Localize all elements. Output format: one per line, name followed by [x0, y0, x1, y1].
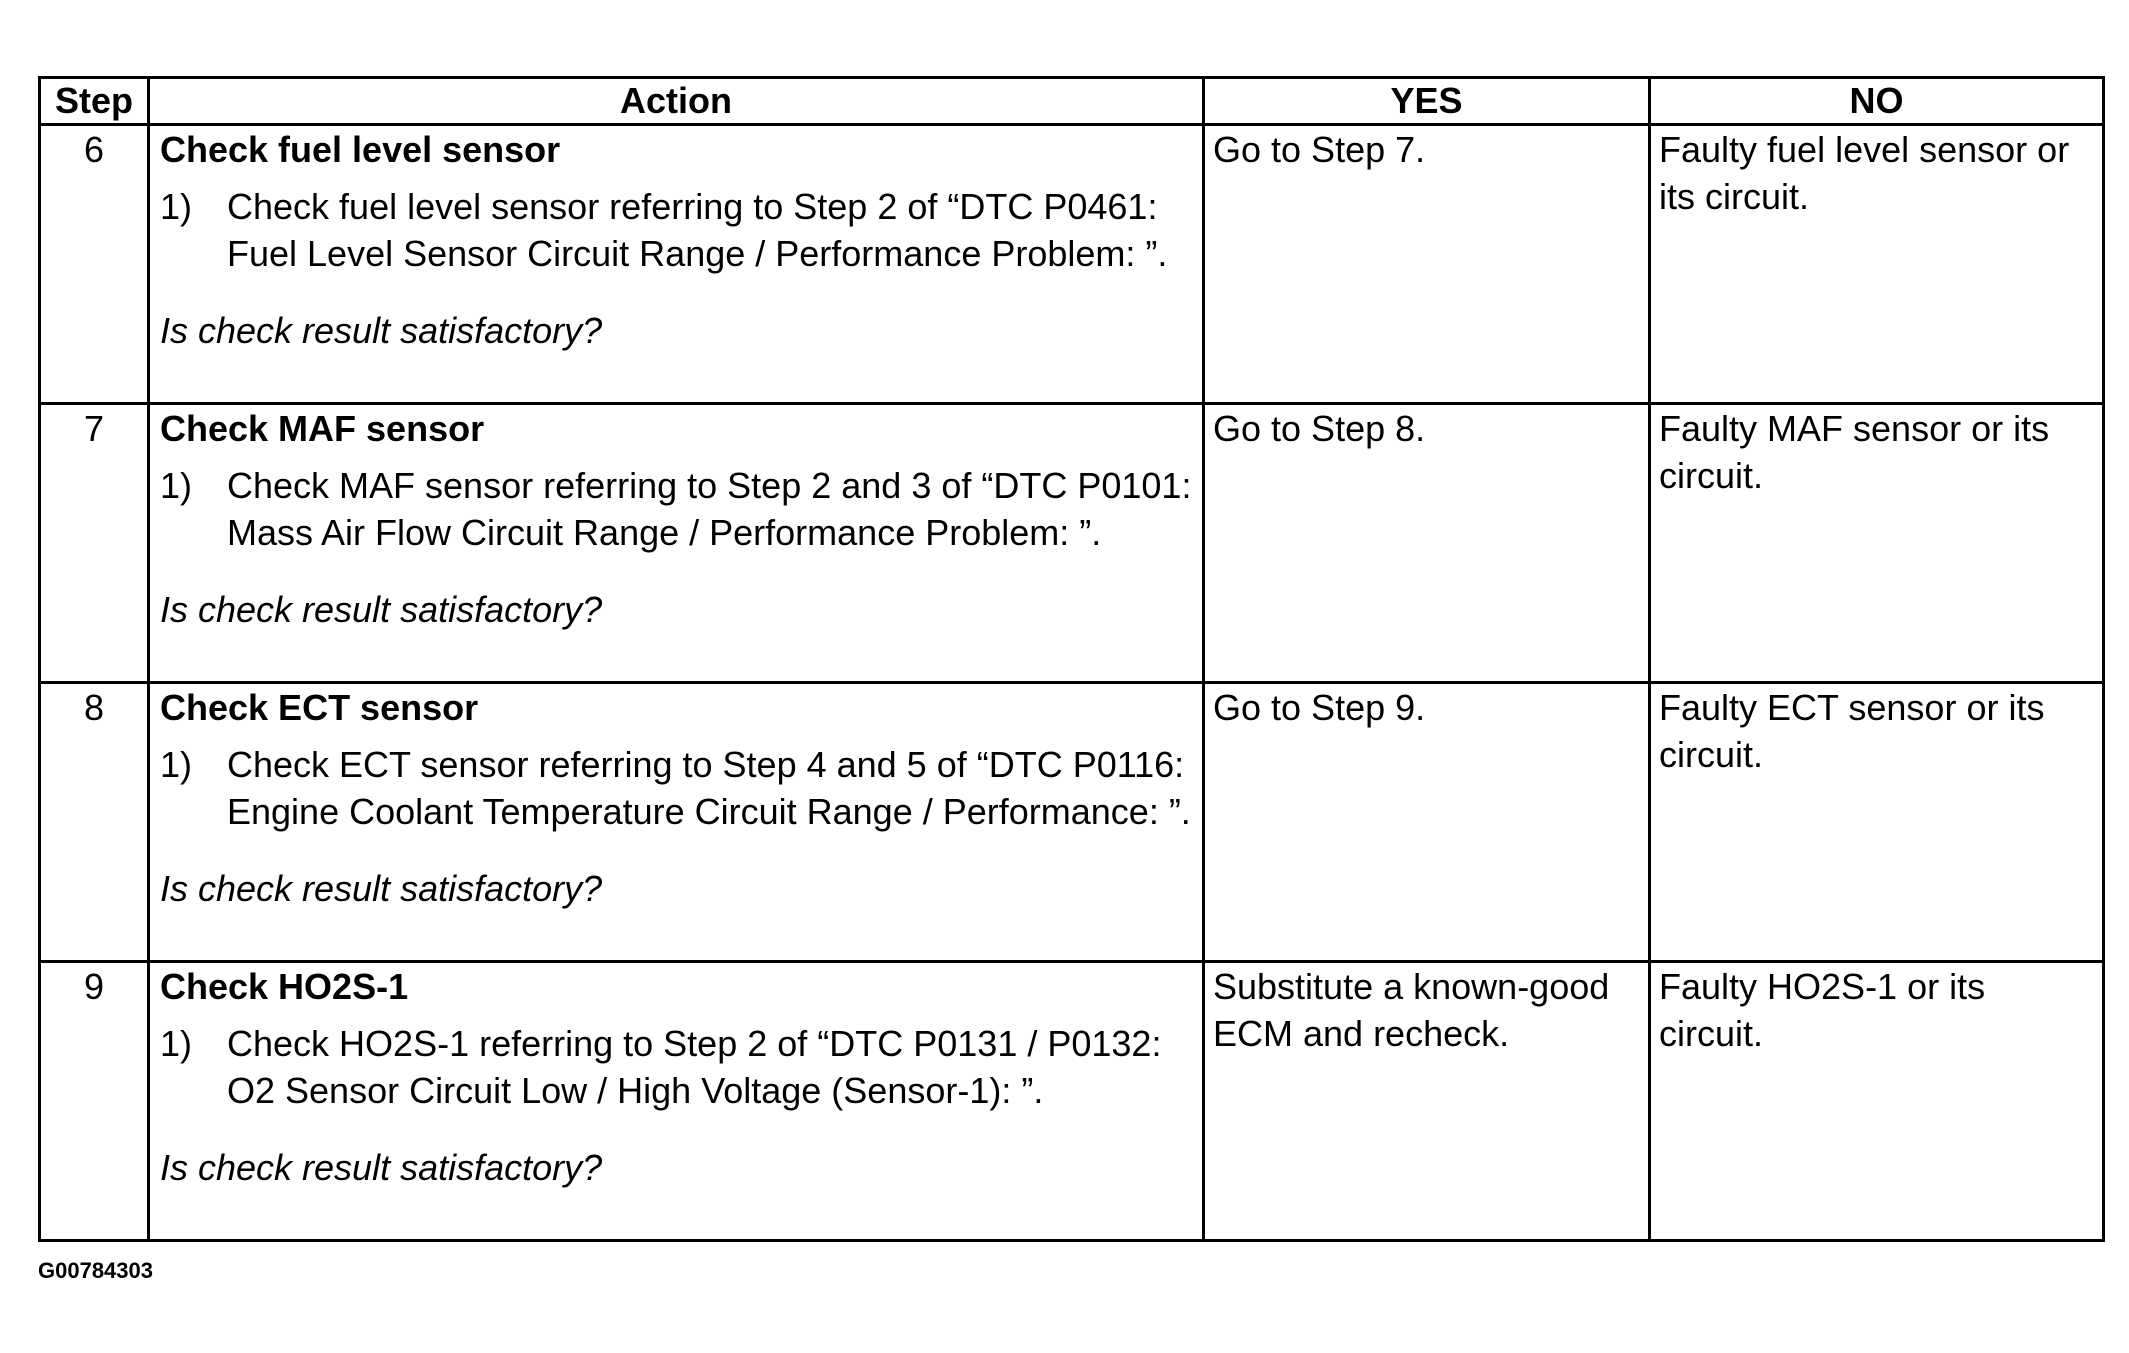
table-row	[40, 683, 2104, 962]
table-row	[40, 962, 2104, 1241]
action-item-number: 1)	[160, 186, 193, 227]
action-item	[160, 741, 1194, 835]
action-title: Check MAF sensor	[160, 408, 485, 449]
action-item	[160, 183, 1194, 277]
action-item-number: 1)	[160, 465, 193, 506]
table-row	[40, 125, 2104, 404]
action-item-text: Check MAF sensor referring to Step 2 and 3 of “DTC P0101: Mass Air Flow Circuit Range / Performance Problem: ”.	[227, 465, 1192, 553]
no-result: Faulty MAF sensor or its circuit.	[1650, 404, 2104, 683]
table-row	[40, 404, 2104, 683]
action-cell	[149, 962, 1204, 1241]
diagnostic-table	[38, 76, 2105, 1242]
action-item	[160, 462, 1194, 556]
action-question: Is check result satisfactory?	[160, 589, 603, 630]
yes-result: Substitute a known-good ECM and recheck.	[1204, 962, 1650, 1241]
no-result: Faulty fuel level sensor or its circuit.	[1650, 125, 2104, 404]
action-title: Check fuel level sensor	[160, 129, 561, 170]
step-number: 7	[40, 404, 149, 683]
action-title: Check ECT sensor	[160, 687, 479, 728]
action-item-text: Check ECT sensor referring to Step 4 and 5 of “DTC P0116: Engine Coolant Temperature Circuit Range / Performance: ”.	[227, 744, 1191, 832]
yes-result: Go to Step 7.	[1204, 125, 1650, 404]
step-number: 8	[40, 683, 149, 962]
action-cell	[149, 683, 1204, 962]
table-body	[40, 125, 2104, 1241]
action-item-number: 1)	[160, 1023, 193, 1064]
figure-code: G00784303	[38, 1258, 153, 1283]
header-action: Action	[149, 78, 1204, 125]
action-cell	[149, 404, 1204, 683]
table-header	[40, 78, 2104, 125]
no-result: Faulty HO2S-1 or its circuit.	[1650, 962, 2104, 1241]
header-row	[40, 78, 2104, 125]
action-question: Is check result satisfactory?	[160, 1147, 603, 1188]
action-item	[160, 1020, 1194, 1114]
action-question: Is check result satisfactory?	[160, 868, 603, 909]
action-item-text: Check HO2S-1 referring to Step 2 of “DTC P0131 / P0132: O2 Sensor Circuit Low / High Voltage (Sensor-1): ”.	[227, 1023, 1162, 1111]
action-question: Is check result satisfactory?	[160, 310, 603, 351]
header-step: Step	[40, 78, 149, 125]
action-cell	[149, 125, 1204, 404]
step-number: 6	[40, 125, 149, 404]
action-item-number: 1)	[160, 744, 193, 785]
no-result: Faulty ECT sensor or its circuit.	[1650, 683, 2104, 962]
diagnostic-table-container	[38, 76, 2102, 1242]
yes-result: Go to Step 8.	[1204, 404, 1650, 683]
header-yes: YES	[1204, 78, 1650, 125]
step-number: 9	[40, 962, 149, 1241]
yes-result: Go to Step 9.	[1204, 683, 1650, 962]
header-no: NO	[1650, 78, 2104, 125]
action-title: Check HO2S-1	[160, 966, 409, 1007]
action-item-text: Check fuel level sensor referring to Step 2 of “DTC P0461: Fuel Level Sensor Circuit Range / Performance Problem: ”.	[227, 186, 1168, 274]
